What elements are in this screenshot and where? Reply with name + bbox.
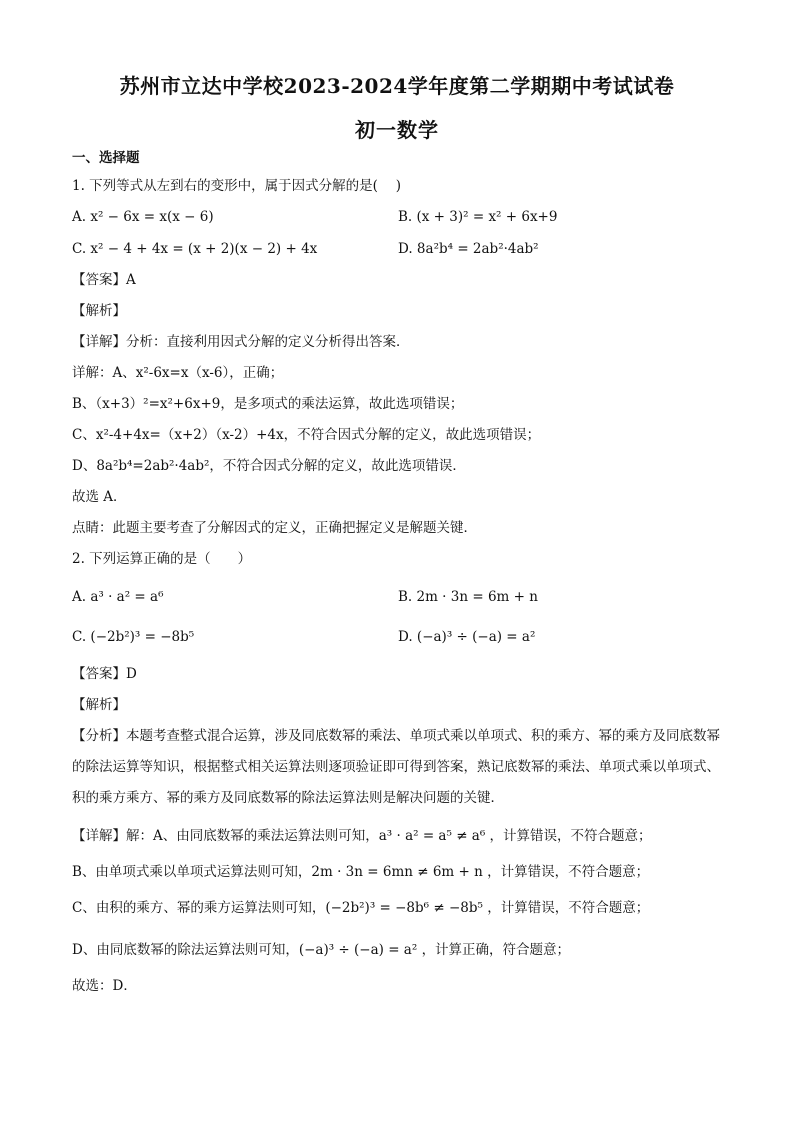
- q1-step: 点睛：此题主要考查了分解因式的定义，正确把握定义是解题关键．: [72, 520, 477, 536]
- q2-step: B、由单项式乘以单项式运算法则可知，2m · 3n = 6mn ≠ 6m + n ，计算错误，不符合题意；: [72, 864, 650, 880]
- q2-answer: 【答案】D: [72, 666, 137, 682]
- q1-answer: 【答案】A: [72, 272, 136, 288]
- q1-analysis-label: 【解析】: [72, 303, 126, 319]
- q2-step: 【详解】解：A、由同底数幂的乘法运算法则可知，a³ · a² = a⁵ ≠ a⁶ ，计算错误，不符合题意；: [72, 828, 652, 844]
- q2-analysis-label: 【解析】: [72, 697, 126, 713]
- q2-option-d: D. (−a)³ ÷ (−a) = a²: [398, 629, 536, 645]
- q1-step: 故选 A．: [72, 489, 127, 505]
- q1-stem: 1. 下列等式从左到右的变形中，属于因式分解的是( ): [72, 178, 401, 194]
- q2-step: D、由同底数幂的除法运算法则可知，(−a)³ ÷ (−a) = a² ，计算正确，符合题意；: [72, 942, 571, 958]
- page-subtitle: 初一数学: [355, 118, 439, 142]
- q2-option-a: A. a³ · a² = a⁶: [72, 589, 164, 605]
- q1-step: C、x²-4+4x=（x+2）（x-2）+4x，不符合因式分解的定义，故此选项错误；: [72, 427, 541, 443]
- q1-option-b: B. (x + 3)² = x² + 6x+9: [398, 209, 558, 225]
- q1-step: B、（x+3）²=x²+6x+9，是多项式的乘法运算，故此选项错误；: [72, 396, 464, 412]
- q1-option-a: A. x² − 6x = x(x − 6): [72, 209, 214, 225]
- q1-step: 详解：A、x²-6x=x（x-6），正确；: [72, 365, 284, 381]
- q2-option-b: B. 2m · 3n = 6m + n: [398, 589, 538, 605]
- q2-stem: 2. 下列运算正确的是（ ）: [72, 551, 252, 567]
- q2-step: C、由积的乘方、幂的乘方运算法则可知，(−2b²)³ = −8b⁶ ≠ −8b⁵ ，计算错误，不符合题意；: [72, 900, 650, 916]
- q1-detail: 【详解】分析：直接利用因式分解的定义分析得出答案．: [72, 334, 410, 350]
- page-title: 苏州市立达中学校2023-2024学年度第二学期期中考试试卷: [119, 74, 675, 98]
- q2-analysis: 【分析】本题考查整式混合运算，涉及同底数幂的乘法、单项式乘以单项式、积的乘方、幂的乘方及同底数幂的除法运算等知识，根据整式相关运算法则逐项验证即可得到答案，熟记底数幂的乘法、单项式乘以单项式、积的乘方乘方、幂的乘方及同底数幂的除法运算法则是解决问题的关键．: [72, 728, 720, 806]
- q2-option-c: C. (−2b²)³ = −8b⁵: [72, 629, 195, 645]
- q2-step: 故选：D．: [72, 978, 137, 994]
- section-heading: 一、选择题: [72, 150, 140, 166]
- q1-option-d: D. 8a²b⁴ = 2ab²·4ab²: [398, 241, 539, 257]
- q1-step: D、8a²b⁴=2ab²·4ab²，不符合因式分解的定义，故此选项错误．: [72, 458, 466, 474]
- q1-option-c: C. x² − 4 + 4x = (x + 2)(x − 2) + 4x: [72, 241, 318, 257]
